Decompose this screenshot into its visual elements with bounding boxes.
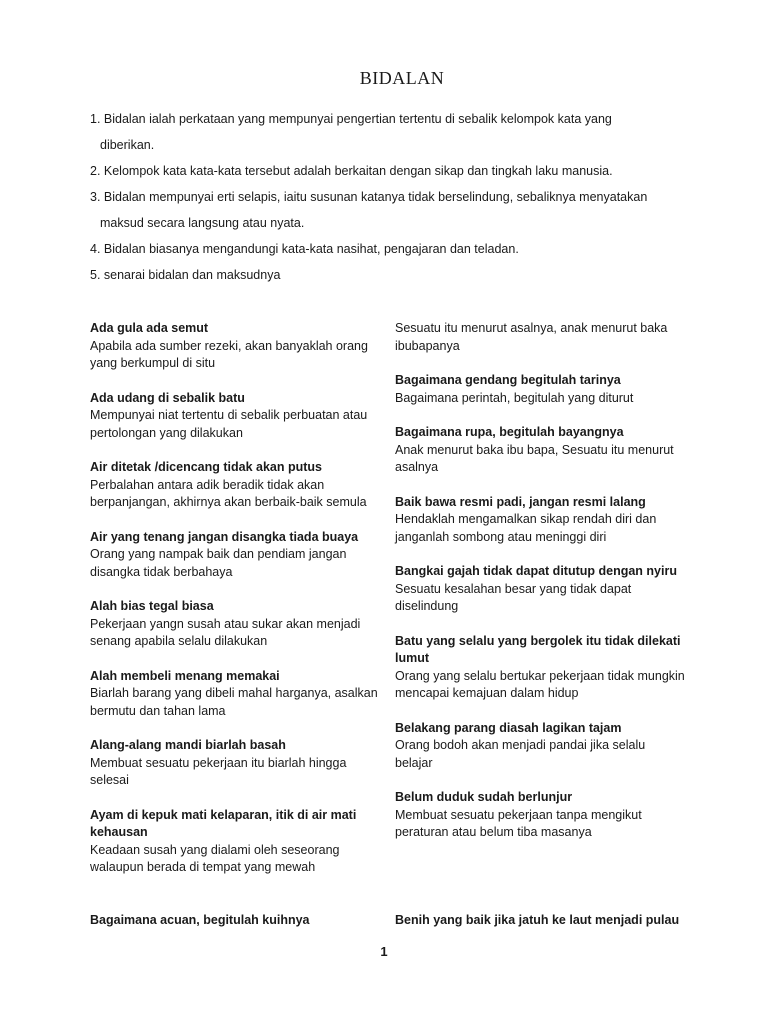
proverb-term: Air yang tenang jangan disangka tiada buaya [90,529,359,544]
proverb-term: Alah bias tegal biasa [90,599,214,613]
proverb-meaning: Mempunyai niat tertentu di sebalik perbuatan atau pertolongan yang dilakukan [90,408,368,440]
proverb-term: Bangkai gajah tidak dapat ditutup dengan nyiru [395,564,677,578]
proverb-term: Ayam di kepuk mati kelaparan, itik di air mati kehausan [90,807,357,839]
proverb-meaning: Pekerjaan yangn susah atau sukar akan menjadi senang apabila selalu dilakukan [90,616,361,648]
right-column [395,320,685,859]
proverb-entry [395,320,685,355]
proverb-entry [90,529,380,582]
proverb-meaning: Orang bodoh akan menjadi pandai jika selalu belajar [395,738,646,770]
proverb-meaning: Apabila ada sumber rezeki, akan banyaklah orang yang berkumpul di situ [90,338,368,370]
proverb-entry [395,720,685,773]
proverb-entry [90,459,380,512]
proverb-meaning: Orang yang nampak baik dan pendiam jangan disangka tidak berbahaya [90,547,347,579]
intro-line: 5. senarai bidalan dan maksudnya [90,268,281,282]
proverb-entry [395,789,685,842]
proverb-meaning: Sesuatu itu menurut asalnya, anak menurut baka ibubapanya [395,321,668,353]
proverb-meaning: Hendaklah mengamalkan sikap rendah diri dan janganlah sombong atau meninggi diri [395,512,657,544]
proverb-entry [395,494,685,547]
proverb-term: Benih yang baik jika jatuh ke laut menjadi pulau [395,913,680,927]
proverb-entry [90,668,380,721]
proverb-term: Baik bawa resmi padi, jangan resmi lalang [395,494,646,509]
proverb-meaning: Orang yang selalu bertukar pekerjaan tidak mungkin mencapai kemajuan dalam hidup [395,668,685,700]
proverb-term: Ada udang di sebalik batu [90,390,245,405]
proverb-entry [90,390,380,443]
page-number: 1 [380,944,388,959]
proverb-term: Alang-alang mandi biarlah basah [90,738,286,752]
intro-line: 3. Bidalan mempunyai erti selapis, iaitu susunan katanya tidak berselindung, sebaliknya menyatakan [90,190,648,204]
proverb-meaning: Perbalahan antara adik beradik tidak akan berpanjangan, akhirnya akan berbaik-baik semula [90,477,367,509]
proverb-term: Bagaimana acuan, begitulah kuihnya [90,913,310,927]
proverb-meaning: Biarlah barang yang dibeli mahal harganya, asalkan bermutu dan tahan lama [90,686,378,718]
proverb-term: Belum duduk sudah berlunjur [395,790,573,804]
intro-list [90,106,710,288]
proverb-entry [395,563,685,616]
proverb-entry [90,320,380,373]
proverb-term: Ada gula ada semut [90,321,209,335]
intro-line-continued: diberikan. [100,138,155,152]
proverb-meaning: Membuat sesuatu pekerjaan itu biarlah hingga selesai [90,755,347,787]
proverb-term: Batu yang selalu yang bergolek itu tidak dilekati lumut [395,633,681,665]
page-title: BIDALAN [359,68,445,88]
proverb-entry [90,598,380,651]
proverb-term: Alah membeli menang memakai [90,668,280,683]
proverb-meaning: Bagaimana perintah, begitulah yang diturut [395,390,634,405]
proverb-meaning: Sesuatu kesalahan besar yang tidak dapat diselindung [395,581,632,613]
proverb-meaning: Anak menurut baka ibu bapa, Sesuatu itu menurut asalnya [395,442,674,474]
left-column [90,320,380,894]
proverb-entry [395,372,685,407]
proverb-term: Belakang parang diasah lagikan tajam [395,720,622,735]
proverb-term: Bagaimana rupa, begitulah bayangnya [395,425,624,439]
intro-item [90,158,710,184]
proverb-entry [395,633,685,703]
intro-line-continued: maksud secara langsung atau nyata. [100,216,305,230]
intro-line: 2. Kelompok kata kata-kata tersebut adalah berkaitan dengan sikap dan tingkah laku manusia. [90,164,613,178]
intro-line: 1. Bidalan ialah perkataan yang mempunyai pengertian tertentu di sebalik kelompok kata yang [90,112,612,126]
intro-item [90,236,710,262]
proverb-term: Air ditetak /dicencang tidak akan putus [90,460,323,474]
proverb-entry [395,424,685,477]
proverb-entry [90,807,380,877]
intro-item [90,262,710,288]
intro-line: 4. Bidalan biasanya mengandungi kata-kata nasihat, pengajaran dan teladan. [90,242,519,256]
proverb-entry [90,737,380,790]
intro-item [90,184,710,236]
proverb-meaning: Keadaan susah yang dialami oleh seseorang walaupun berada di tempat yang mewah [90,842,340,874]
proverb-meaning: Membuat sesuatu pekerjaan tanpa mengikut peraturan atau belum tiba masanya [395,807,642,839]
intro-item [90,106,710,158]
proverb-term: Bagaimana gendang begitulah tarinya [395,373,621,387]
